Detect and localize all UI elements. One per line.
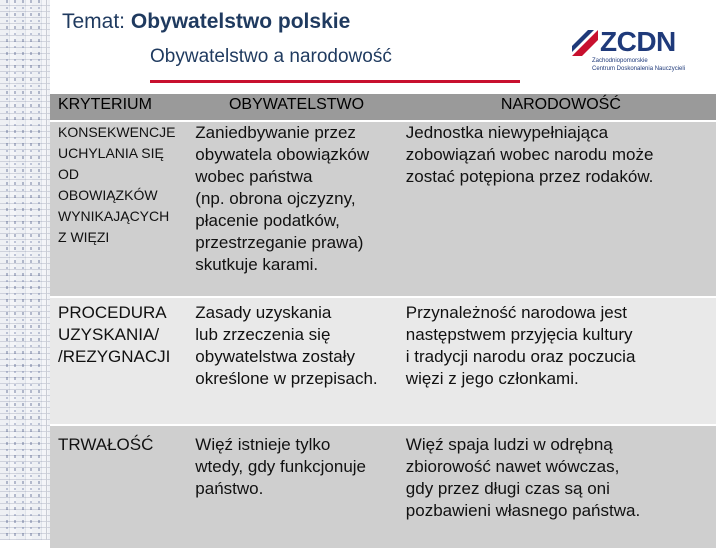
decorative-handwriting-strip bbox=[0, 0, 50, 540]
criterion-cell: PROCEDURA UZYSKANIA/ /REZYGNACJI bbox=[58, 303, 171, 366]
logo-tagline-1: Zachodniopomorskie bbox=[592, 58, 648, 64]
logo-tagline-2: Centrum Doskonalenia Nauczycieli bbox=[592, 66, 686, 72]
table-row bbox=[50, 121, 716, 297]
strip-edge bbox=[46, 0, 47, 540]
zcdn-logo-mark-icon bbox=[572, 30, 598, 56]
table-row bbox=[50, 297, 716, 425]
table-row bbox=[50, 425, 716, 548]
criterion-cell: KONSEKWENCJE UCHYLANIA SIĘ OD OBOWIĄZKÓW WYNIKAJĄCYCH Z WIĘZI bbox=[58, 124, 176, 245]
scribble-line bbox=[30, 0, 32, 540]
topic-label: Temat: bbox=[62, 10, 126, 33]
scribble-line bbox=[6, 0, 8, 540]
scribble-line bbox=[14, 0, 16, 540]
criterion-cell: TRWAŁOŚĆ bbox=[58, 435, 154, 454]
table-header-row bbox=[50, 94, 716, 121]
slide-title bbox=[62, 10, 350, 34]
topic-value: Obywatelstwo polskie bbox=[130, 10, 351, 33]
logo-wordmark: ZCDN bbox=[600, 26, 676, 57]
nationality-cell: Przynależność narodowa jest następstwem przyjęcia kultury i tradycji narodu oraz poczucia więzi z jego członkami. bbox=[405, 303, 636, 388]
citizenship-cell: Zasady uzyskania lub zrzeczenia się obywatelstwa zostały określone w przepisach. bbox=[195, 303, 378, 388]
nationality-cell: Więź spaja ludzi w odrębną zbiorowość nawet wówczas, gdy przez długi czas są oni pozbawieni własnego państwa. bbox=[405, 435, 641, 520]
citizenship-cell: Więź istnieje tylko wtedy, gdy funkcjonuje państwo. bbox=[195, 435, 367, 498]
title-underline bbox=[150, 80, 520, 83]
comparison-table bbox=[50, 94, 716, 548]
header-criterion: KRYTERIUM bbox=[50, 94, 189, 121]
zcdn-logo bbox=[572, 26, 684, 74]
header-citizenship: OBYWATELSTWO bbox=[189, 94, 398, 121]
header-nationality: NARODOWOŚĆ bbox=[398, 94, 716, 121]
scribble-line bbox=[38, 0, 40, 540]
nationality-cell: Jednostka niewypełniająca zobowiązań wobec narodu może zostać potępiona przez rodaków. bbox=[405, 123, 654, 186]
citizenship-cell: Zaniedbywanie przez obywatela obowiązków wobec państwa (np. obrona ojczyzny, płacenie podatków, przestrzeganie prawa) skutkuje karami. bbox=[195, 123, 370, 274]
slide-subtitle: Obywatelstwo a narodowość bbox=[150, 46, 392, 67]
scribble-line bbox=[22, 0, 24, 540]
